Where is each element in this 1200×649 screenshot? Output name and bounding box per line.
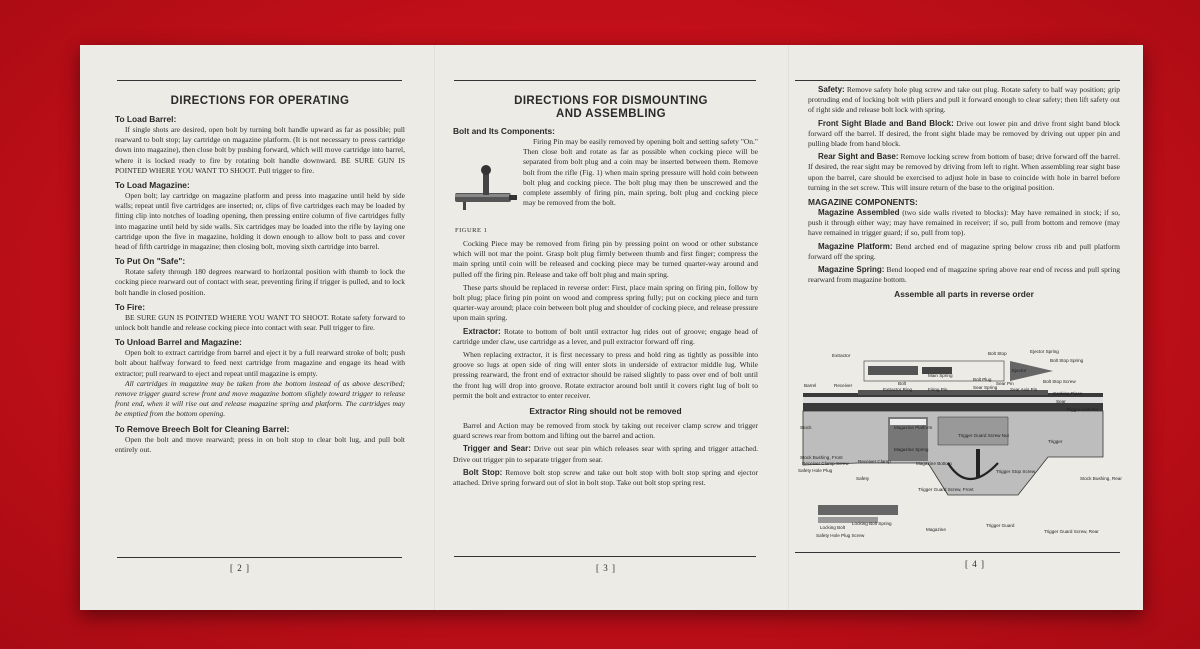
label-barrel: Barrel (804, 383, 817, 388)
figure-1 (453, 163, 519, 239)
inline-heading: Safety: (818, 85, 845, 94)
panel-page-4 (790, 45, 1143, 610)
page-number: [ 4 ] (965, 559, 985, 569)
section-text: Barrel and Action may be removed from stock by taking out receiver clamp screw and trigger guard screws rear from bottom and lifting out the barrel and action. (453, 421, 758, 441)
rifle-cross-section-diagram (798, 345, 1123, 545)
label-safety-hole-plug-screw: Safety Hole Plug Screw (816, 533, 865, 538)
label-locking-bolt: Locking Bolt (820, 525, 846, 530)
section-heading: Bolt and Its Components: (453, 126, 555, 136)
label-trigger-guard: Trigger Guard (986, 523, 1015, 528)
label-bolt: Bolt (898, 381, 906, 386)
section-text (808, 119, 1120, 150)
section-heading: To Load Magazine: (115, 180, 190, 191)
label-bolt-stop-screw: Bolt Stop Screw (1043, 379, 1076, 384)
section-text (808, 265, 1120, 285)
inline-text: Rotate to bottom of bolt until extractor lug rides out of groove; engage head of cartridge under claw, use cartridge as a lever, and pull extractor forward off ring. (453, 326, 759, 346)
panel-page-2 (80, 45, 434, 610)
section-text: If single shots are desired, open bolt by turning bolt handle upward as far as possible; pull rearward to bolt stop; lay cartridge on magazine platform. (It is not necessary to press cartridge down into magazine), then close bolt by pushing forward, which will move cartridge into barrel, where it is locked ready to fire by rotating bolt handle downward. BE SURE GUN IS POINTED WHERE YOU WANT TO SHOOT. Pull trigger to fire. (115, 125, 405, 175)
section-text: Open bolt; lay cartridge on magazine platform and press into magazine until held by side walls; repeat until five cartridges are inserted; or, clips of five cartridges each may be loaded by fitting clip into notches of loading opening, then pressing entire column of five cartridges fully into magazine until held by side walls. Six cartridges may be loaded into the rifle by laying one cartridge upon the five in magazine, holding it down enough to allow bolt to pass and cover head of fifth cartridge in magazine; then closing bolt, moving sixth cartridge into barrel. (115, 191, 405, 252)
section-heading: Extractor Ring should not be removed (529, 406, 682, 417)
label-trigger: Trigger (1048, 439, 1063, 444)
bottom-rule (795, 552, 1120, 553)
label-bolt-stop-spring: Bolt Stop Spring (1050, 358, 1084, 363)
page-3-body (453, 125, 758, 488)
label-firing-pin: Firing Pin (928, 387, 948, 392)
inline-heading: Extractor: (463, 326, 501, 336)
page-number: [ 2 ] (230, 563, 250, 573)
label-main-spring: Main Spring (928, 373, 953, 378)
section-text: Open the bolt and move rearward; press in on bolt stop to clear bolt lug, and pull bolt entirely out. (115, 434, 405, 454)
inline-text: (two side walls riveted to blocks): May have remained in stock; if so, push it through either way; may have remained in receiver; if so, pull from bottom and remove (may have remained in trigger guard; if so, pull from top). (808, 208, 1121, 238)
label-stock: Stock (800, 425, 812, 430)
figure-label: FIGURE 1 (455, 227, 488, 234)
label-sear-axis-pin: Sear Axis Pin (1010, 387, 1038, 392)
inline-heading: Rear Sight and Base: (818, 152, 899, 162)
label-safety: Safety (856, 476, 870, 481)
label-magazine-spring: Magazine Spring (894, 447, 929, 452)
label-receiver: Receiver (834, 383, 853, 388)
section-text: Cocking Piece may be removed from firing pin by pressing point on wood or other substance which will not mar the point. Grasp bolt plug firmly between thumb and first finger; compress the main spring until coin will be released and cocking piece may be turned quarter-way around and pulled off the firing pin. Release and take off bolt plug and main spring. (453, 239, 758, 279)
label-trigger-guard-screw-front: Trigger Guard Screw, Front (918, 487, 974, 492)
section-heading: To Fire: (115, 301, 146, 312)
label-ejector-spring: Ejector Spring (1030, 349, 1059, 354)
page-2-body (115, 113, 405, 455)
bottom-rule (117, 557, 402, 558)
label-extractor-ring: Extractor Ring (883, 387, 913, 392)
bolt-illustration (453, 163, 519, 227)
label-extractor: Extractor (832, 353, 851, 358)
title-line-1: DIRECTIONS FOR DISMOUNTING (514, 95, 708, 107)
inline-heading: Magazine Spring: (818, 265, 885, 275)
label-sear-pin: Sear Pin (996, 381, 1014, 386)
title-line-2: AND ASSEMBLING (556, 108, 666, 120)
inline-text: Remove locking screw from bottom of base; drive forward off the barrel. If desired, the rear sight may be removed by driving from left to right. When assembling rear sight base upon the barrel, care should be exercised to adjust hole in base to coincide with hole in barrel before turning in the set screw. This will insure return of the base to the original position. (808, 152, 1121, 192)
instruction-sheet (80, 45, 1143, 610)
section-text (808, 152, 1120, 193)
inline-text: Drive out lower pin and drive front sight band block forward off the barrel. If desired, the front sight blade may be removed by driving out upper pin and pulling blade from band block. (808, 118, 1121, 149)
label-magazine-bottom: Magazine Bottom (916, 461, 952, 466)
page-number: [ 3 ] (596, 563, 616, 573)
section-text: All cartridges in magazine may be taken from the bottom instead of as above described; remove trigger guard screw front and move magazine bottom slightly toward trigger to release front end, when it will rise out and release magazine spring and platform. The cartridges may be emptied from the bottom opening. (115, 378, 405, 419)
label-trigger-guard-screw-rear: Trigger Guard Screw, Rear (1044, 529, 1099, 534)
bottom-rule (454, 556, 756, 557)
top-rule (795, 80, 1120, 81)
label-stock-bushing-rear: Stock Bushing, Rear (1080, 476, 1122, 481)
page-title (476, 95, 746, 121)
label-trigger-stop-screw: Trigger Stop Screw (996, 469, 1036, 474)
section-text: When replacing extractor, it is first necessary to press and hold ring as tightly as possible into groove so lugs at open side of ring will enter slots in underside of extractor middle lug. While pressing rearward, the front end of extractor should be raised slightly to pass over end of bolt until the front lug will drop into groove. Rotate extractor around bolt until it covers right lug of bolt to permit the bolt and extractor to enter receiver. (453, 350, 758, 400)
panel-page-3 (436, 45, 788, 610)
section-text: These parts should be replaced in reverse order: First, place main spring on firing pin, follow by bolt plug; place firing pin point on wood and compress spring fully; put on cocking piece and turn quarter-way around; place coin between bolt plug and shoulder of cocking piece, and release pressure upon main spring. (453, 282, 758, 323)
label-bolt-stop: Bolt Stop (988, 351, 1007, 356)
section-text (808, 208, 1120, 239)
label-sear-spring: Sear Spring (973, 385, 998, 390)
label-trigger-axis-pin: Trigger Axis Pin (1066, 407, 1098, 412)
inline-heading: Trigger and Sear: (463, 444, 531, 454)
page-4-body (808, 85, 1120, 300)
inline-heading: Magazine Assembled (818, 208, 900, 218)
section-heading: To Load Barrel: (115, 114, 177, 124)
section-text: Firing Pin may be easily removed by opening bolt and setting safety "On." Then close bolt and rotate as far as possible when cocking piece will be separated from bolt plug and a coin may be inserted between them. Remove bolt from the rifle (Fig. 1) when main spring pressure will hold coin between bolt plug and cocking piece. The bolt plug may then be unscrewed and the complete assembly of firing pin, main spring, bolt plug and cocking piece may be removed from the bolt. (523, 137, 758, 208)
label-stock-bushing-front: Stock Bushing, Front (800, 455, 843, 460)
label-receiver-clamp: Receiver Clamp (858, 459, 891, 464)
inline-text: Bend arched end of magazine spring below cross rib and pull platform forward off the spring. (808, 241, 1120, 261)
section-heading: To Remove Breech Bolt for Cleaning Barrel: (115, 423, 290, 434)
label-sear: Sear (1056, 399, 1066, 404)
section-heading: MAGAZINE COMPONENTS: (808, 197, 918, 208)
section-text (453, 444, 758, 464)
label-magazine: Magazine (926, 527, 946, 532)
label-locking-bolt-spring: Locking Bolt Spring (852, 521, 892, 526)
inline-heading: Magazine Platform: (818, 241, 893, 251)
inline-text: Remove bolt stop screw and take out bolt stop with bolt stop spring and ejector attached. Drive spring forward out of slot in bolt stop. Take out bolt stop spring rest. (453, 467, 759, 488)
section-text (453, 327, 758, 347)
section-heading: To Put On "Safe": (115, 256, 186, 267)
label-safety-hole-plug: Safety Hole Plug (798, 468, 833, 473)
section-heading: Assemble all parts in reverse order (894, 289, 1034, 300)
section-text: Open bolt to extract cartridge from barrel and eject it by a full rearward stroke of bolt; push bolt about halfway forward to feed next cartridge from magazine and engage its head with extractor; pull rearward to eject and repeat until magazine is empty. (115, 348, 405, 378)
inline-text: Drive out sear pin which releases sear with spring and trigger attached. Drive out trigger pin to separate trigger from sear. (453, 444, 759, 464)
inline-heading: Front Sight Blade and Band Block: (818, 118, 954, 128)
label-ejector: Ejector (1012, 368, 1027, 373)
section-text (808, 242, 1120, 262)
section-text (808, 85, 1120, 116)
label-cocking-piece: Cocking Piece (1053, 391, 1083, 396)
inline-text: Remove safety hole plug screw and take out plug. Rotate safety to half way position; grip protruding end of locking bolt with pliers and pull it forward enough to clear safety; then lift safety out of right side and release bolt lock with spring. (808, 85, 1120, 115)
label-receiver-clamp-screw: Receiver Clamp Screw (802, 461, 849, 466)
section-text (453, 468, 758, 488)
page-title: DIRECTIONS FOR OPERATING (170, 95, 350, 107)
section-heading: To Unload Barrel and Magazine: (115, 337, 242, 348)
top-rule (454, 80, 756, 81)
label-magazine-platform: Magazine Platform (894, 425, 933, 430)
inline-heading: Bolt Stop: (463, 467, 503, 477)
top-rule (117, 80, 402, 81)
section-text: Rotate safety through 180 degrees rearward to horizontal position with thumb to lock the cocking piece rearward out of contact with sear, preventing firing if trigger is pulled, and to lock bolt handle in closed position. (115, 267, 405, 297)
label-trigger-guard-screw-nut: Trigger Guard Screw Nut (958, 433, 1009, 438)
inline-text: Bend looped end of magazine spring above rear end of recess and pull spring rearward from magazine bottom. (808, 265, 1121, 285)
section-text: BE SURE GUN IS POINTED WHERE YOU WANT TO SHOOT. Rotate safety forward to unlock bolt handle and release cocking piece into contact with sear. Pull trigger to fire. (115, 312, 405, 333)
label-bolt-plug: Bolt Plug (973, 377, 992, 382)
